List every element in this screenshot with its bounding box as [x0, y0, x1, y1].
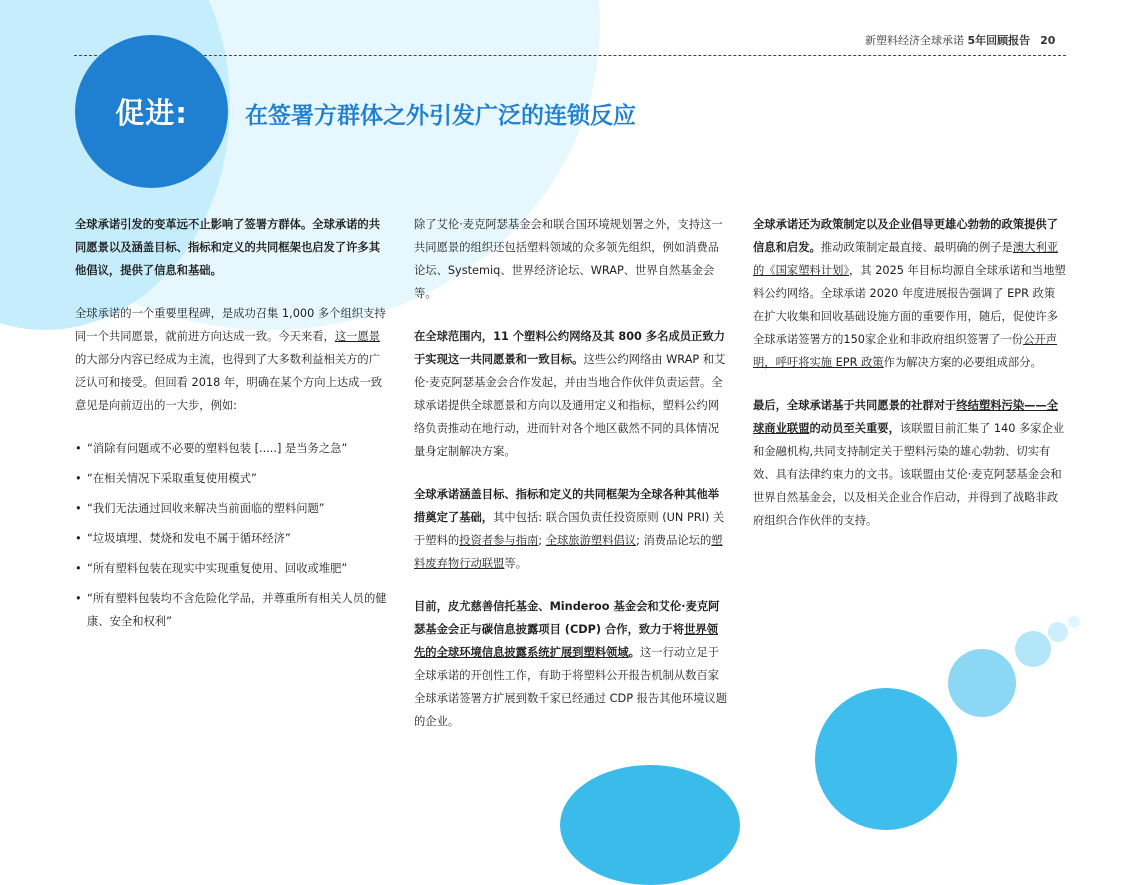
page-header	[865, 32, 1055, 48]
decor-circle-bottom	[560, 765, 740, 885]
col2-paragraph-2: 在全球范围内，11 个塑料公约网络及其 800 多名成员正致力于实现这一共同愿景和一致目标。这些公约网络由 WRAP 和艾伦·麦克阿瑟基金会合作发起，并由当地合作伙伴负责运营。全球承诺提供全球愿景和方向以及通用定义和指标，塑料公约网络负责推动在地行动，进而针对各个地区截然不同的具体情况量身定制解决方案。	[414, 330, 726, 458]
col2-paragraph-3: 全球承诺涵盖目标、指标和定义的共同框架为全球各种其他举措奠定了基础，其中包括: 联合国负责任投资原则 (UN PRI) 关于塑料的投资者参与指南; 全球旅游塑料倡议; 消费品论坛的塑料废弃物行动联盟等。	[414, 488, 725, 570]
page-number: 20	[1040, 34, 1056, 47]
header-text: 新塑料经济全球承诺	[865, 34, 968, 47]
section-badge: 促进:	[75, 35, 228, 188]
list-item: • “所有塑料包装在现实中实现重复使用、回收或堆肥”	[75, 557, 388, 580]
header-divider	[74, 55, 1066, 56]
decor-circle-br-mid	[948, 649, 1016, 717]
list-item: • “所有塑料包装均不含危险化学品，并尊重所有相关人员的健康、安全和权利”	[75, 587, 388, 633]
column-2	[414, 213, 727, 753]
decor-circle-br-big	[815, 688, 957, 830]
quote-list	[75, 437, 388, 633]
link-australia-plan[interactable]: 澳大利亚的《国家塑料计划》	[753, 241, 1059, 277]
list-item: • “消除有问题或不必要的塑料包装 [.....] 是当务之急”	[75, 437, 388, 460]
link-plastic-coalition[interactable]: 塑料废弃物行动联盟	[414, 534, 723, 570]
col1-paragraph: 全球承诺的一个重要里程碑，是成功召集 1,000 多个组织支持同一个共同愿景，就前进方向达成一致。今天来看，这一愿景的大部分内容已经成为主流，也得到了大多数利益相关方的广泛认可和接受。但回看 2018 年，明确在某个方向上达成一致意见是向前迈出的一大步，例如:	[75, 307, 386, 412]
decor-circle-br-sm	[1015, 631, 1051, 667]
decor-circle-br-xs	[1048, 622, 1068, 642]
list-item: • “在相关情况下采取重复使用模式”	[75, 467, 388, 490]
list-item: • “垃圾填埋、焚烧和发电不属于循环经济”	[75, 527, 388, 550]
decor-circle-br-xxs	[1068, 616, 1080, 628]
link-business-coalition[interactable]: 终结塑料污染——全球商业联盟	[753, 399, 1059, 435]
link-vision[interactable]: 这一愿景	[334, 330, 381, 343]
link-cdp-disclosure[interactable]: 世界领先的全球环境信息披露系统扩展到塑料领域	[414, 623, 718, 659]
link-epr-statement[interactable]: 公开声明，呼吁将实施 EPR 政策	[753, 333, 1058, 369]
list-item: • “我们无法通过回收来解决当前面临的塑料问题”	[75, 497, 388, 520]
col3-paragraph-1: 全球承诺还为政策制定以及企业倡导更雄心勃勃的政策提供了信息和启发。推动政策制定最直接、最明确的例子是澳大利亚的《国家塑料计划》，其 2025 年目标均源自全球承诺和当地塑料公约网络。全球承诺 2020 年度进展报告强调了 EPR 政策在扩大收集和回收基础设施方面的重要作用，随后，促使许多全球承诺签署方的150家企业和非政府组织签署了一份公开声明，呼吁将实施 EPR 政策作为解决方案的必要组成部分。	[753, 218, 1066, 369]
col2-paragraph-1: 除了艾伦·麦克阿瑟基金会和联合国环境规划署之外，支持这一共同愿景的组织还包括塑料领域的众多领先组织，例如消费品论坛、Systemiq、世界经济论坛、WRAP、世界自然基金会等。	[414, 218, 723, 300]
col1-intro: 全球承诺引发的变革远不止影响了签署方群体。全球承诺的共同愿景以及涵盖目标、指标和定义的共同框架也启发了许多其他倡议，提供了信息和基础。	[75, 218, 381, 277]
column-3	[753, 213, 1066, 552]
header-bold: 5年回顾报告	[967, 34, 1031, 47]
column-1	[75, 213, 388, 640]
col2-paragraph-4: 目前，皮尤慈善信托基金、Minderoo 基金会和艾伦·麦克阿瑟基金会正与碳信息披露项目 (CDP) 合作，致力于将世界领先的全球环境信息披露系统扩展到塑料领域。这一行动立足于全球承诺的开创性工作，有助于将塑料公开报告机制从数百家全球承诺签署方扩展到数千家已经通过 CDP 报告其他环境议题的企业。	[414, 600, 728, 728]
link-investor-guide[interactable]: 投资者参与指南	[459, 534, 539, 547]
col3-paragraph-2: 最后，全球承诺基于共同愿景的社群对于终结塑料污染——全球商业联盟的动员至关重要，该联盟目前汇集了 140 多家企业和金融机构,共同支持制定关于塑料污染的雄心勃勃、切实有效、具有法律约束力的文书。该联盟由艾伦·麦克阿瑟基金会和世界自然基金会，以及相关企业合作启动，并得到了战略非政府组织合作伙伴的支持。	[753, 399, 1065, 527]
page-title: 在签署方群体之外引发广泛的连锁反应	[245, 103, 636, 129]
link-tourism-initiative[interactable]: 全球旅游塑料倡议	[545, 534, 637, 547]
